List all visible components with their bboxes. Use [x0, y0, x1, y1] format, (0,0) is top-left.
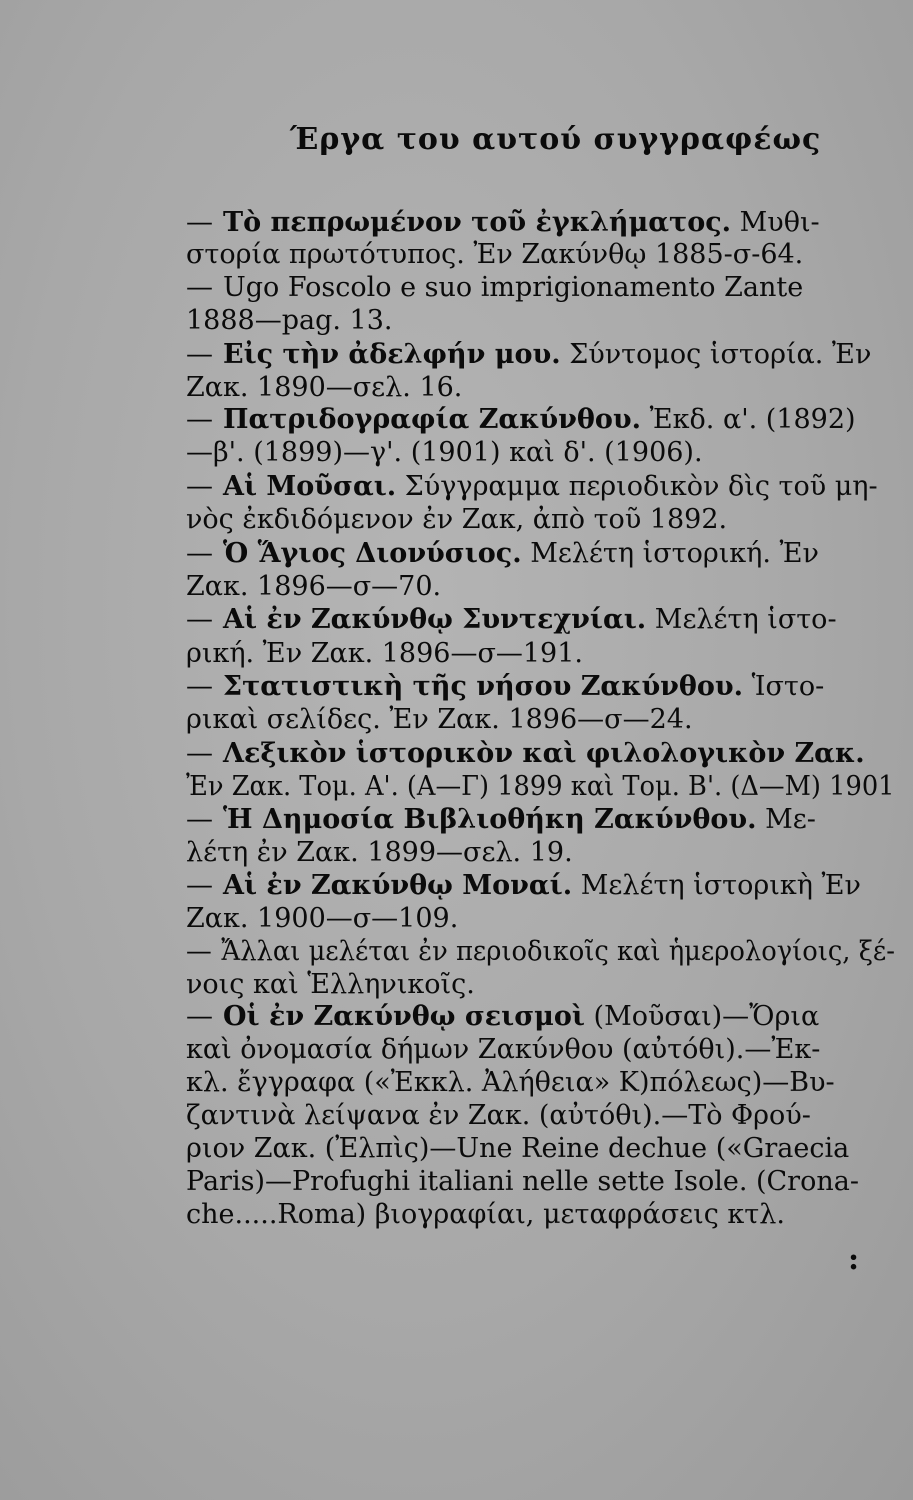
work-details: Μελέτη ἱστορικὴ Ἐν [572, 870, 861, 901]
text-line [186, 304, 392, 338]
text-line [186, 470, 878, 504]
line-text: κλ. ἔγγραφα («Ἐκκλ. Ἀλήθεια» Κ)πόλεως)—Βυ- [186, 1067, 835, 1098]
text-line [186, 803, 816, 837]
entry-dash: — [186, 671, 213, 702]
entry-dash: — [186, 207, 213, 238]
page-heading: Έργα του αυτού συγγραφέως [290, 122, 822, 157]
work-title: Αἱ ἐν Ζακύνθῳ Μοναί. [223, 870, 573, 901]
work-details: Ἱστο- [743, 671, 825, 702]
work-title: Ὁ Ἅγιος Διονύσιος. [223, 538, 522, 569]
line-text: ζαντινὰ λείψανα ἐν Ζακ. (αὐτόθι).—Τὸ Φρού- [186, 1100, 811, 1131]
text-line [186, 869, 861, 903]
line-text: ρικαὶ σελίδες. Ἐν Ζακ. 1896—σ—24. [186, 704, 693, 735]
work-title: Οἱ ἐν Ζακύνθῳ σεισμοὶ [223, 1001, 585, 1032]
work-details: Ἐκδ. α'. (1892) [641, 404, 856, 435]
text-line [186, 1066, 835, 1100]
colon-mark: : [848, 1242, 860, 1277]
text-line [186, 371, 462, 405]
work-title: Τὸ πεπρωμένον τοῦ ἐγκλήματος. [223, 207, 732, 238]
work-title: Αἱ ἐν Ζακύνθῳ Συντεχνίαι. [223, 604, 647, 635]
line-text: στορία πρωτότυπος. Ἐν Ζακύνθῳ 1885-σ-64. [186, 239, 804, 270]
work-details: Μελέτη ἱστορική. Ἐν [521, 538, 819, 569]
text-line [186, 770, 895, 804]
text-line [186, 403, 856, 437]
work-details: Σύντομος ἱστορία. Ἐν [560, 339, 872, 370]
text-line [186, 902, 458, 936]
line-text: Ugo Foscolo e suo imprigionamento Zante [223, 272, 804, 303]
entry-dash: — [186, 738, 213, 769]
text-line [186, 968, 475, 1002]
entry-dash: — [186, 1001, 213, 1032]
entry-dash: — [186, 471, 213, 502]
entry-dash: — [186, 936, 212, 967]
text-line [186, 1000, 819, 1034]
text-line [186, 338, 871, 372]
text-line [186, 1165, 859, 1199]
work-details: Σύγγραμμα περιοδικὸν δὶς τοῦ μη- [396, 471, 878, 502]
work-details: (Μοῦσαι)—Ὄρια [584, 1001, 820, 1032]
text-line [186, 637, 583, 671]
line-text: 1888—pag. 13. [186, 305, 393, 336]
text-line [186, 703, 693, 737]
entry-dash: — [186, 604, 213, 635]
line-text: Ζακ. 1890—σελ. 16. [186, 372, 463, 403]
work-title: Πατριδογραφία Ζακύνθου. [223, 404, 642, 435]
line-text: καὶ ὀνομασία δήμων Ζακύνθου (αὐτόθι).—Ἐκ- [186, 1034, 821, 1065]
text-line [186, 670, 824, 704]
work-details: Μυθι- [731, 207, 820, 238]
work-title: Αἱ Μοῦσαι. [223, 471, 397, 502]
text-line [186, 1099, 811, 1133]
entry-dash: — [186, 339, 213, 370]
work-title: Στατιστικὴ τῆς νήσου Ζακύνθου. [223, 671, 744, 702]
work-details: Με- [756, 804, 816, 835]
entry-dash: — [186, 870, 213, 901]
line-text: νοις καὶ Ἑλληνικοῖς. [186, 969, 475, 1000]
text-line [186, 570, 441, 604]
entry-dash: — [186, 804, 213, 835]
text-line [186, 1132, 849, 1166]
entry-dash: — [186, 272, 213, 303]
text-line [186, 238, 803, 272]
text-line [186, 935, 895, 969]
entry-dash: — [186, 538, 213, 569]
work-details: Μελέτη ἱστο- [646, 604, 837, 635]
line-text: λέτη ἐν Ζακ. 1899—σελ. 19. [186, 837, 573, 868]
line-text: che.....Roma) βιογραφίαι, μεταφράσεις κτλ. [186, 1199, 785, 1230]
text-line [186, 503, 727, 537]
text-line [186, 537, 819, 571]
work-title: Ἡ Δημοσία Βιβλιοθήκη Ζακύνθου. [223, 804, 757, 835]
work-title: Λεξικὸν ἱστορικὸν καὶ φιλολογικὸν Ζακ. [223, 738, 865, 769]
text-line [186, 436, 703, 470]
text-line [186, 271, 803, 305]
line-text: Ζακ. 1900—σ—109. [186, 903, 459, 934]
line-text: ριον Ζακ. (Ἐλπὶς)—Une Reine dechue («Graecia [186, 1133, 850, 1164]
line-text: Ἐν Ζακ. Τομ. Α'. (Α—Γ) 1899 καὶ Τομ. Β'. (Δ—Μ) 1901 [186, 771, 895, 802]
line-text: Ἄλλαι μελέται ἐν περιοδικοῖς καὶ ἡμερολογίοις, ξέ- [221, 936, 895, 967]
text-line [186, 1198, 785, 1232]
work-title: Εἰς τὴν ἀδελφήν μου. [223, 339, 561, 370]
text-line [186, 206, 820, 240]
line-text: νὸς ἐκδιδόμενον ἐν Ζακ, ἀπὸ τοῦ 1892. [186, 504, 728, 535]
text-line [186, 737, 865, 771]
line-text: ρική. Ἐν Ζακ. 1896—σ—191. [186, 638, 583, 669]
line-text: Paris)—Profughi italiani nelle sette Isole. (Crona- [186, 1166, 859, 1197]
entry-dash: — [186, 404, 213, 435]
line-text: Ζακ. 1896—σ—70. [186, 571, 442, 602]
line-text: —β'. (1899)—γ'. (1901) καὶ δ'. (1906). [186, 437, 703, 468]
text-line [186, 836, 573, 870]
text-line [186, 1033, 820, 1067]
text-line [186, 603, 837, 637]
